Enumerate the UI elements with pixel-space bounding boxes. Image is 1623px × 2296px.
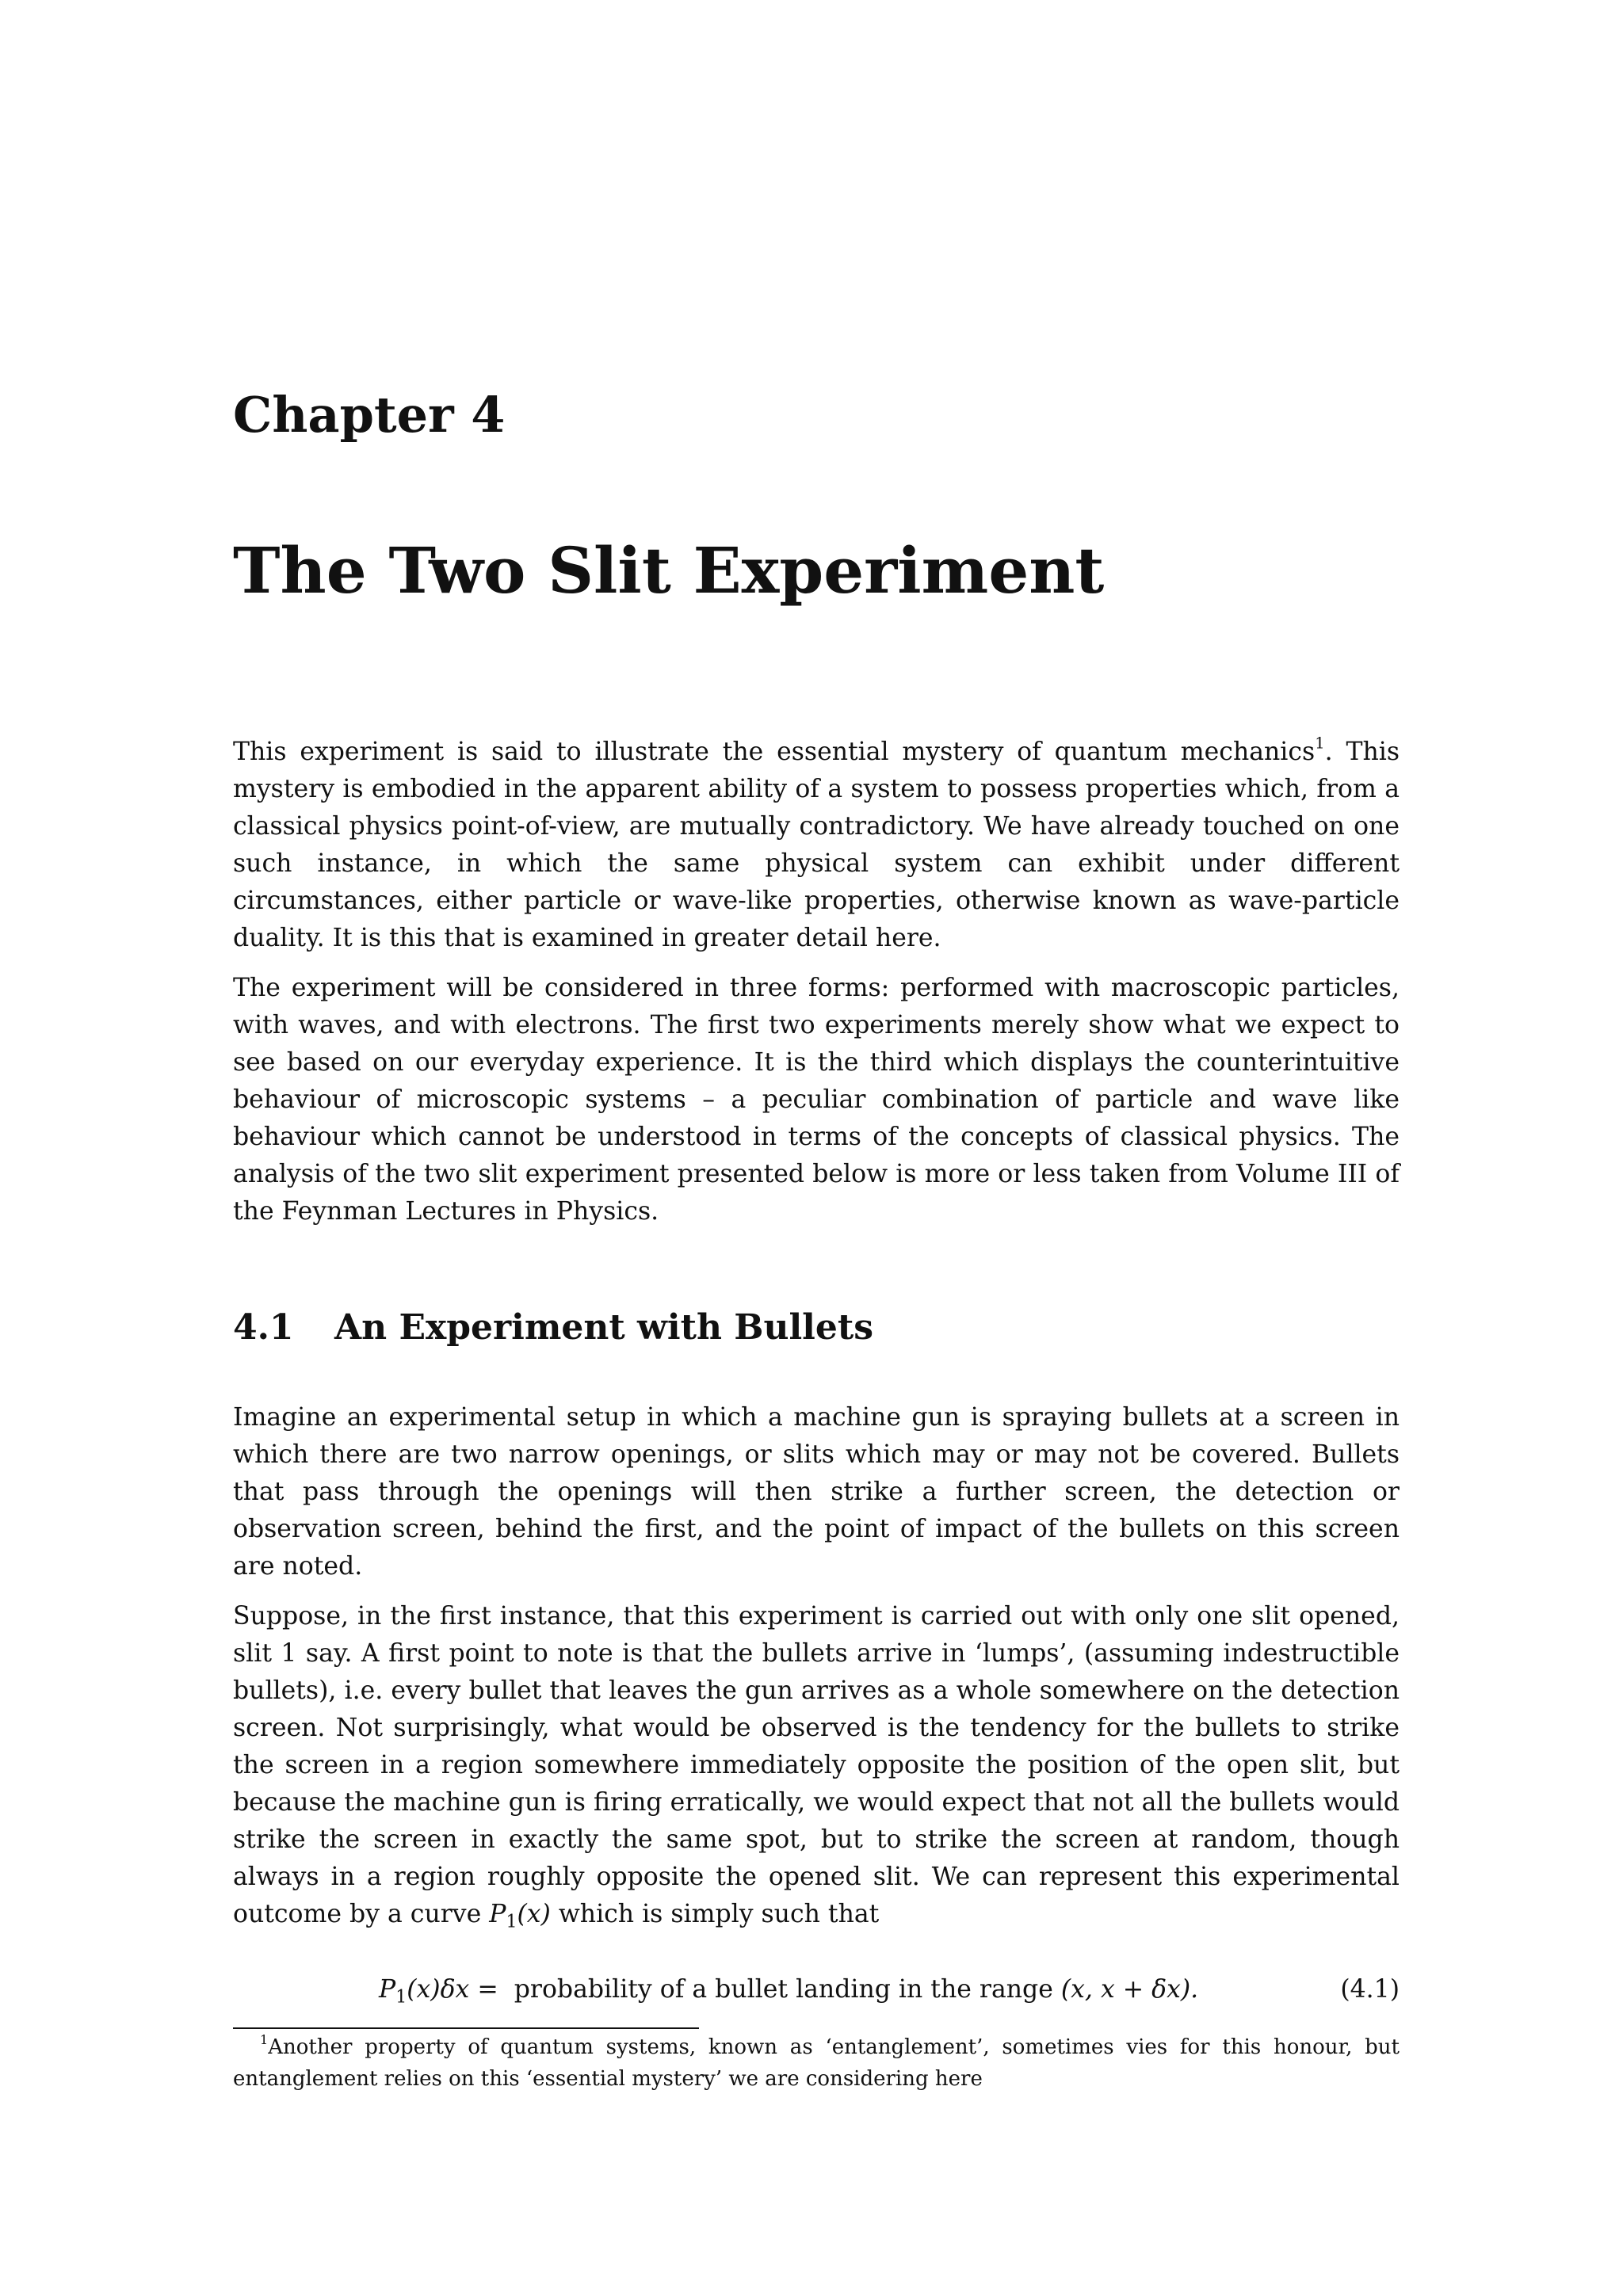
equation-rhs-text: probability of a bullet landing in the range <box>514 1975 1053 2004</box>
inline-math-p: P <box>489 1900 506 1928</box>
equation-body <box>379 1970 1198 2009</box>
equation-number: (4.1) <box>1340 1975 1400 2004</box>
chapter-title: The Two Slit Experiment <box>233 533 1105 608</box>
equation-lhs-p: P <box>379 1975 396 2004</box>
section-paragraph-2 <box>233 1598 1400 1933</box>
section-p2-text: Suppose, in the first instance, that this experiment is carried out with only one slit opened, slit 1 say. A first point to note is that the bullets arrive in ‘lumps’, (assuming indestructible bullets), i.e. every bullet that leaves the gun arrives as a whole somewhere on the detection screen. Not surprisingly, what would be observed is the tendency for the bullets to strike the screen in a region somewhere immediately opposite the position of the open slit, but because the machine gun is firing erratically, we would expect that not all the bullets would strike the screen in exactly the same spot, but to strike the screen at random, though always in a region roughly opposite the opened slit. We can represent this experimental outcome by a curve <box>233 1602 1400 1928</box>
intro-p1-text-cont: . This mystery is embodied in the apparent ability of a system to possess properties which, from a classical physics point-of-view, are mutually contradictory. We have already touched on one such instance, in which the same physical system can exhibit under different circumstances, either particle or wave-like properties, otherwise known as wave-particle duality. It is this that is examined in greater detail here. <box>233 738 1400 952</box>
footnote <box>233 2031 1400 2095</box>
section-number: 4.1 <box>233 1307 294 1348</box>
inline-math-subscript: 1 <box>506 1912 517 1932</box>
section-paragraph-1: Imagine an experimental setup in which a machine gun is spraying bullets at a screen in which there are two narrow openings, or slits which may or may not be covered. Bullets that pass through the openings will then strike a further screen, the detection or observation screen, behind the first, and the point of impact of the bullets on this screen are noted. <box>233 1403 1400 1581</box>
section-text <box>233 1399 1400 1933</box>
footnote-mark: 1 <box>260 2031 269 2047</box>
equation-lhs-subscript: 1 <box>395 1987 407 2008</box>
footnote-ref-1: 1 <box>1315 734 1325 753</box>
equation-4-1 <box>233 1970 1400 2009</box>
section-title: An Experiment with Bullets <box>334 1307 873 1348</box>
footnote-text: Another property of quantum systems, known as ‘entanglement’, sometimes vies for this honour, but entanglement relies on this ‘essential mystery’ we are considering here <box>233 2035 1400 2091</box>
document-page <box>233 0 1400 2296</box>
section-heading <box>233 1306 873 1350</box>
chapter-label: Chapter 4 <box>233 386 506 444</box>
equation-lhs-rest: (x)δx = <box>407 1975 498 2004</box>
equation-range: (x, x + δx). <box>1060 1975 1199 2004</box>
intro-paragraph-2: The experiment will be considered in three forms: performed with macroscopic particles, with waves, and with electrons. The first two experiments merely show what we expect to see based on our everyday experience. It is the third which displays the counterintuitive behaviour of microscopic systems – a peculiar combination of particle and wave like behaviour which cannot be understood in terms of the concepts of classical physics. The analysis of the two slit experiment presented below is more or less taken from Volume III of the Feynman Lectures in Physics. <box>233 974 1400 1226</box>
intro-text <box>233 734 1400 1230</box>
footnote-rule <box>233 2027 699 2029</box>
intro-paragraph-1 <box>233 734 1400 957</box>
section-p2-tail: which is simply such that <box>550 1900 880 1928</box>
intro-p1-text: This experiment is said to illustrate the essential mystery of quantum mechanics <box>233 738 1316 766</box>
inline-math-arg: (x) <box>517 1900 551 1928</box>
